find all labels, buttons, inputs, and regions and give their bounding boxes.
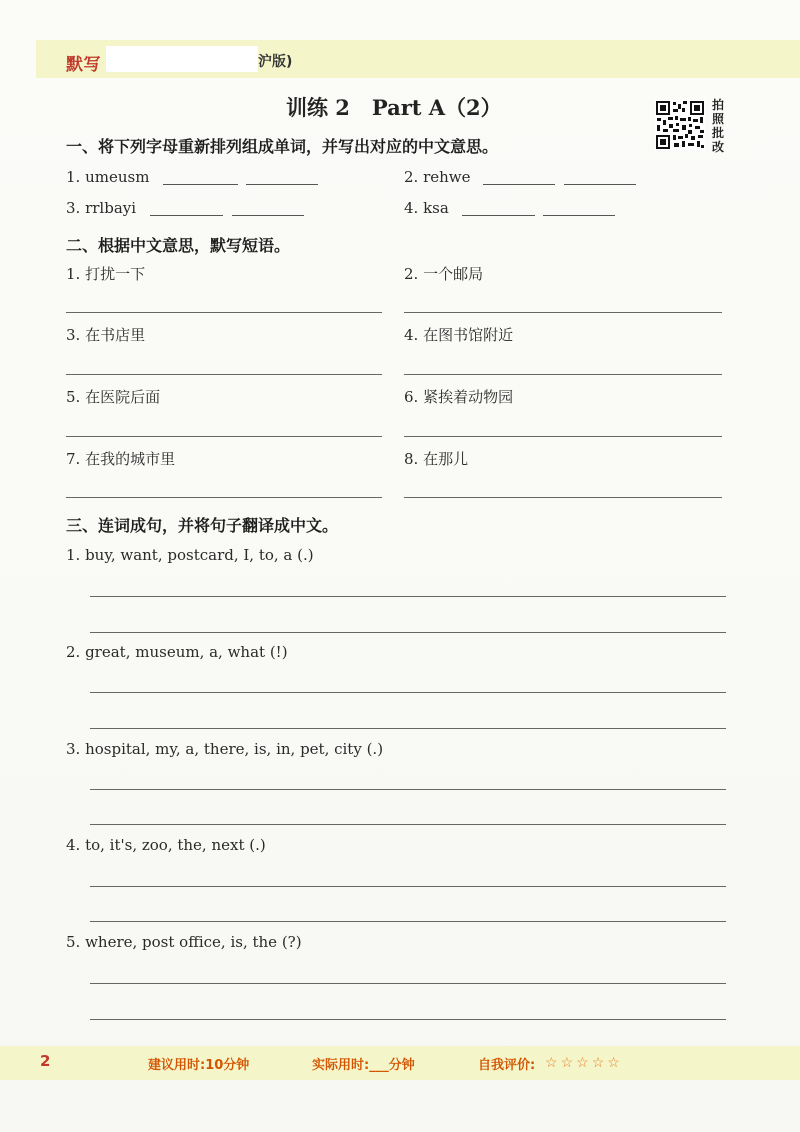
redacted-area xyxy=(106,46,258,72)
answer-line[interactable] xyxy=(404,436,722,437)
section3-item-4: 4. to, it's, zoo, the, next (.) xyxy=(66,836,266,854)
meaning-blank[interactable] xyxy=(564,184,636,185)
qr-label-char: 批 xyxy=(712,126,725,140)
section3-item-2: 2. great, museum, a, what (!) xyxy=(66,643,288,661)
answer-line[interactable] xyxy=(404,312,722,313)
section2-item-8: 8. 在那儿 xyxy=(404,450,469,468)
section2-item-7: 7. 在我的城市里 xyxy=(66,450,176,468)
sentence-line[interactable] xyxy=(90,596,726,597)
qr-label xyxy=(712,98,730,154)
answer-line[interactable] xyxy=(66,436,382,437)
qr-code-icon[interactable] xyxy=(655,100,705,150)
section1-item-3: 3. rrlbayi xyxy=(66,199,137,217)
sentence-line[interactable] xyxy=(90,692,726,693)
section1-heading: 一、将下列字母重新排列组成单词，并写出对应的中文意思。 xyxy=(66,137,499,156)
section3-item-3: 3. hospital, my, a, there, is, in, pet, city (.) xyxy=(66,740,384,758)
section2-item-4: 4. 在图书馆附近 xyxy=(404,326,514,344)
section2-item-1: 1. 打扰一下 xyxy=(66,265,146,283)
section1-item-4: 4. ksa xyxy=(404,199,449,217)
sentence-line[interactable] xyxy=(90,789,726,790)
self-evaluation-label: 自我评价: xyxy=(478,1058,536,1073)
translation-line[interactable] xyxy=(90,1019,726,1020)
section1-item-1: 1. umeusm xyxy=(66,168,150,186)
qr-label-char: 拍 xyxy=(712,98,725,112)
word-blank[interactable] xyxy=(150,215,223,216)
qr-label-char: 改 xyxy=(712,140,725,154)
page-number: 2 xyxy=(40,1052,51,1070)
answer-line[interactable] xyxy=(404,497,722,498)
word-blank[interactable] xyxy=(462,215,535,216)
qr-label-char: 照 xyxy=(712,112,725,126)
meaning-blank[interactable] xyxy=(246,184,318,185)
answer-line[interactable] xyxy=(66,312,382,313)
star-icon[interactable]: ☆ xyxy=(607,1055,620,1071)
section2-item-2: 2. 一个邮局 xyxy=(404,265,484,283)
page-title: 训练 2 Part A（2） xyxy=(286,95,502,120)
star-icon[interactable]: ☆ xyxy=(560,1055,574,1071)
actual-time: 实际用时:___分钟 xyxy=(312,1058,415,1073)
meaning-blank[interactable] xyxy=(543,215,615,216)
sentence-line[interactable] xyxy=(90,983,726,984)
answer-line[interactable] xyxy=(404,374,722,375)
star-icon[interactable]: ☆ xyxy=(545,1055,558,1071)
section3-heading: 三、连词成句，并将句子翻译成中文。 xyxy=(66,516,339,535)
star-icon[interactable]: ☆ xyxy=(591,1055,605,1071)
section3-item-5: 5. where, post office, is, the (?) xyxy=(66,933,302,951)
star-icon[interactable]: ☆ xyxy=(576,1055,589,1071)
answer-line[interactable] xyxy=(66,374,382,375)
section2-item-3: 3. 在书店里 xyxy=(66,326,146,344)
edition-text: 沪版) xyxy=(258,54,293,70)
section2-item-6: 6. 紧挨着动物园 xyxy=(404,388,514,406)
section1-item-2: 2. rehwe xyxy=(404,168,471,186)
rating-stars[interactable] xyxy=(545,1056,620,1070)
answer-line[interactable] xyxy=(66,497,382,498)
section3-item-1: 1. buy, want, postcard, I, to, a (.) xyxy=(66,546,314,564)
suggested-time: 建议用时:10分钟 xyxy=(148,1058,250,1073)
section2-item-5: 5. 在医院后面 xyxy=(66,388,161,406)
translation-line[interactable] xyxy=(90,921,726,922)
section2-heading: 二、根据中文意思，默写短语。 xyxy=(66,236,291,255)
word-blank[interactable] xyxy=(163,184,238,185)
meaning-blank[interactable] xyxy=(232,215,304,216)
translation-line[interactable] xyxy=(90,824,726,825)
brand-text: 默写 xyxy=(66,55,101,75)
sentence-line[interactable] xyxy=(90,886,726,887)
word-blank[interactable] xyxy=(483,184,555,185)
translation-line[interactable] xyxy=(90,728,726,729)
translation-line[interactable] xyxy=(90,632,726,633)
